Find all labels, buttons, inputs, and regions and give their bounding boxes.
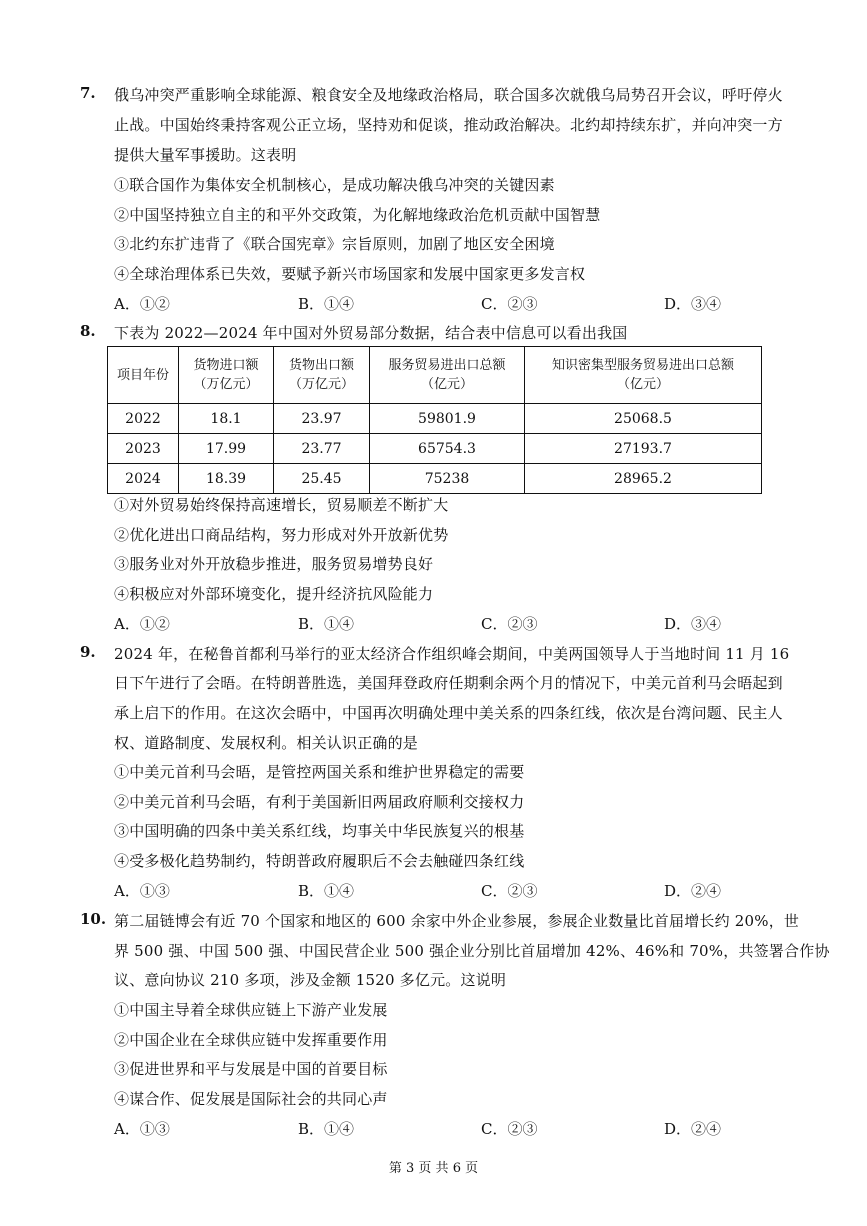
option-a[interactable]: A．①③ [114,882,170,900]
option-b[interactable]: B．①④ [298,615,355,633]
table-header-cell: 货物出口额 （万亿元） [274,347,370,404]
table-cell: 27193.7 [525,434,762,464]
table-header-cell: 项目年份 [108,347,179,404]
question-stem-line: 承上启下的作用。在这次会晤中，中国再次明确处理中美关系的四条红线，依次是台湾问题、民主人 [114,704,783,722]
question-number: 7. [80,84,96,102]
statement-item: ④谋合作、促发展是国际社会的共同心声 [114,1090,388,1108]
option-c[interactable]: C．②③ [481,882,538,900]
table-cell: 17.99 [179,434,274,464]
question-number: 8. [80,322,96,340]
table-cell: 28965.2 [525,464,762,494]
table-cell: 75238 [370,464,525,494]
question-stem-line: 议、意向协议 210 多项，涉及金额 1520 多亿元。这说明 [114,971,507,989]
question-stem-line: 止战。中国始终秉持客观公正立场，坚持劝和促谈，推动政治解决。北约却持续东扩，并向冲突一方 [114,116,783,134]
question-number: 10. [80,910,107,928]
question-stem-line: 俄乌冲突严重影响全球能源、粮食安全及地缘政治格局，联合国多次就俄乌局势召开会议，呼吁停火 [114,86,783,104]
statement-item: ④全球治理体系已失效，要赋予新兴市场国家和发展中国家更多发言权 [114,265,586,283]
table-cell: 65754.3 [370,434,525,464]
table-row [108,434,762,464]
option-c[interactable]: C．②③ [481,1120,538,1138]
question-stem-line: 下表为 2022—2024 年中国对外贸易部分数据，结合表中信息可以看出我国 [114,324,628,342]
table-cell: 25068.5 [525,404,762,434]
table-header-row [108,347,762,404]
page-footer: 第 3 页 共 6 页 [388,1161,479,1176]
table-cell: 25.45 [274,464,370,494]
table-cell: 2023 [108,434,179,464]
table-header-cell: 知识密集型服务贸易进出口总额 （亿元） [525,347,762,404]
question-stem-line: 第二届链博会有近 70 个国家和地区的 600 余家中外企业参展，参展企业数量比首届增长约 20%，世 [114,912,800,930]
statement-item: ②中国企业在全球供应链中发挥重要作用 [114,1031,388,1049]
statement-item: ①中国主导着全球供应链上下游产业发展 [114,1001,388,1019]
option-c[interactable]: C．②③ [481,295,538,313]
statement-item: ①中美元首利马会晤，是管控两国关系和维护世界稳定的需要 [114,763,525,781]
statement-item: ④受多极化趋势制约，特朗普政府履职后不会去触碰四条红线 [114,852,525,870]
option-a[interactable]: A．①② [114,615,170,633]
option-b[interactable]: B．①④ [298,295,355,313]
table-cell: 2022 [108,404,179,434]
statement-item: ②中国坚持独立自主的和平外交政策，为化解地缘政治危机贡献中国智慧 [114,206,601,224]
table-cell: 18.1 [179,404,274,434]
statement-item: ③北约东扩违背了《联合国宪章》宗旨原则，加剧了地区安全困境 [114,235,555,253]
table-header-cell: 货物进口额 （万亿元） [179,347,274,404]
table-cell: 59801.9 [370,404,525,434]
option-a[interactable]: A．①② [114,295,170,313]
statement-item: ④积极应对外部环境变化，提升经济抗风险能力 [114,585,434,603]
table-row [108,404,762,434]
option-d[interactable]: D．②④ [664,882,722,900]
statement-item: ③促进世界和平与发展是中国的首要目标 [114,1060,388,1078]
statement-item: ③服务业对外开放稳步推进，服务贸易增势良好 [114,555,434,573]
question-stem-line: 提供大量军事援助。这表明 [114,146,297,164]
option-d[interactable]: D．③④ [664,295,722,313]
question-stem-line: 2024 年，在秘鲁首都利马举行的亚太经济合作组织峰会期间，中美两国领导人于当地时间 11 月 16 [114,645,790,663]
option-d[interactable]: D．③④ [664,615,722,633]
table-cell: 2024 [108,464,179,494]
table-header-cell: 服务贸易进出口总额 （亿元） [370,347,525,404]
option-d[interactable]: D．②④ [664,1120,722,1138]
question-stem-line: 日下午进行了会晤。在特朗普胜选，美国拜登政府任期剩余两个月的情况下，中美元首利马会晤起到 [114,674,783,692]
trade-data-table [107,346,762,494]
option-a[interactable]: A．①③ [114,1120,170,1138]
statement-item: ②优化进出口商品结构，努力形成对外开放新优势 [114,526,449,544]
question-stem-line: 界 500 强、中国 500 强、中国民营企业 500 强企业分别比首届增加 42%、46%和 70%，共签署合作协 [114,942,830,960]
statement-item: ①联合国作为集体安全机制核心，是成功解决俄乌冲突的关键因素 [114,176,555,194]
table-cell: 23.77 [274,434,370,464]
table-cell: 18.39 [179,464,274,494]
statement-item: ③中国明确的四条中美关系红线，均事关中华民族复兴的根基 [114,822,525,840]
option-b[interactable]: B．①④ [298,882,355,900]
statement-item: ②中美元首利马会晤，有利于美国新旧两届政府顺利交接权力 [114,793,525,811]
question-stem-line: 权、道路制度、发展权利。相关认识正确的是 [114,734,419,752]
question-number: 9. [80,643,96,661]
table-cell: 23.97 [274,404,370,434]
option-b[interactable]: B．①④ [298,1120,355,1138]
option-c[interactable]: C．②③ [481,615,538,633]
statement-item: ①对外贸易始终保持高速增长，贸易顺差不断扩大 [114,496,449,514]
table-row [108,464,762,494]
